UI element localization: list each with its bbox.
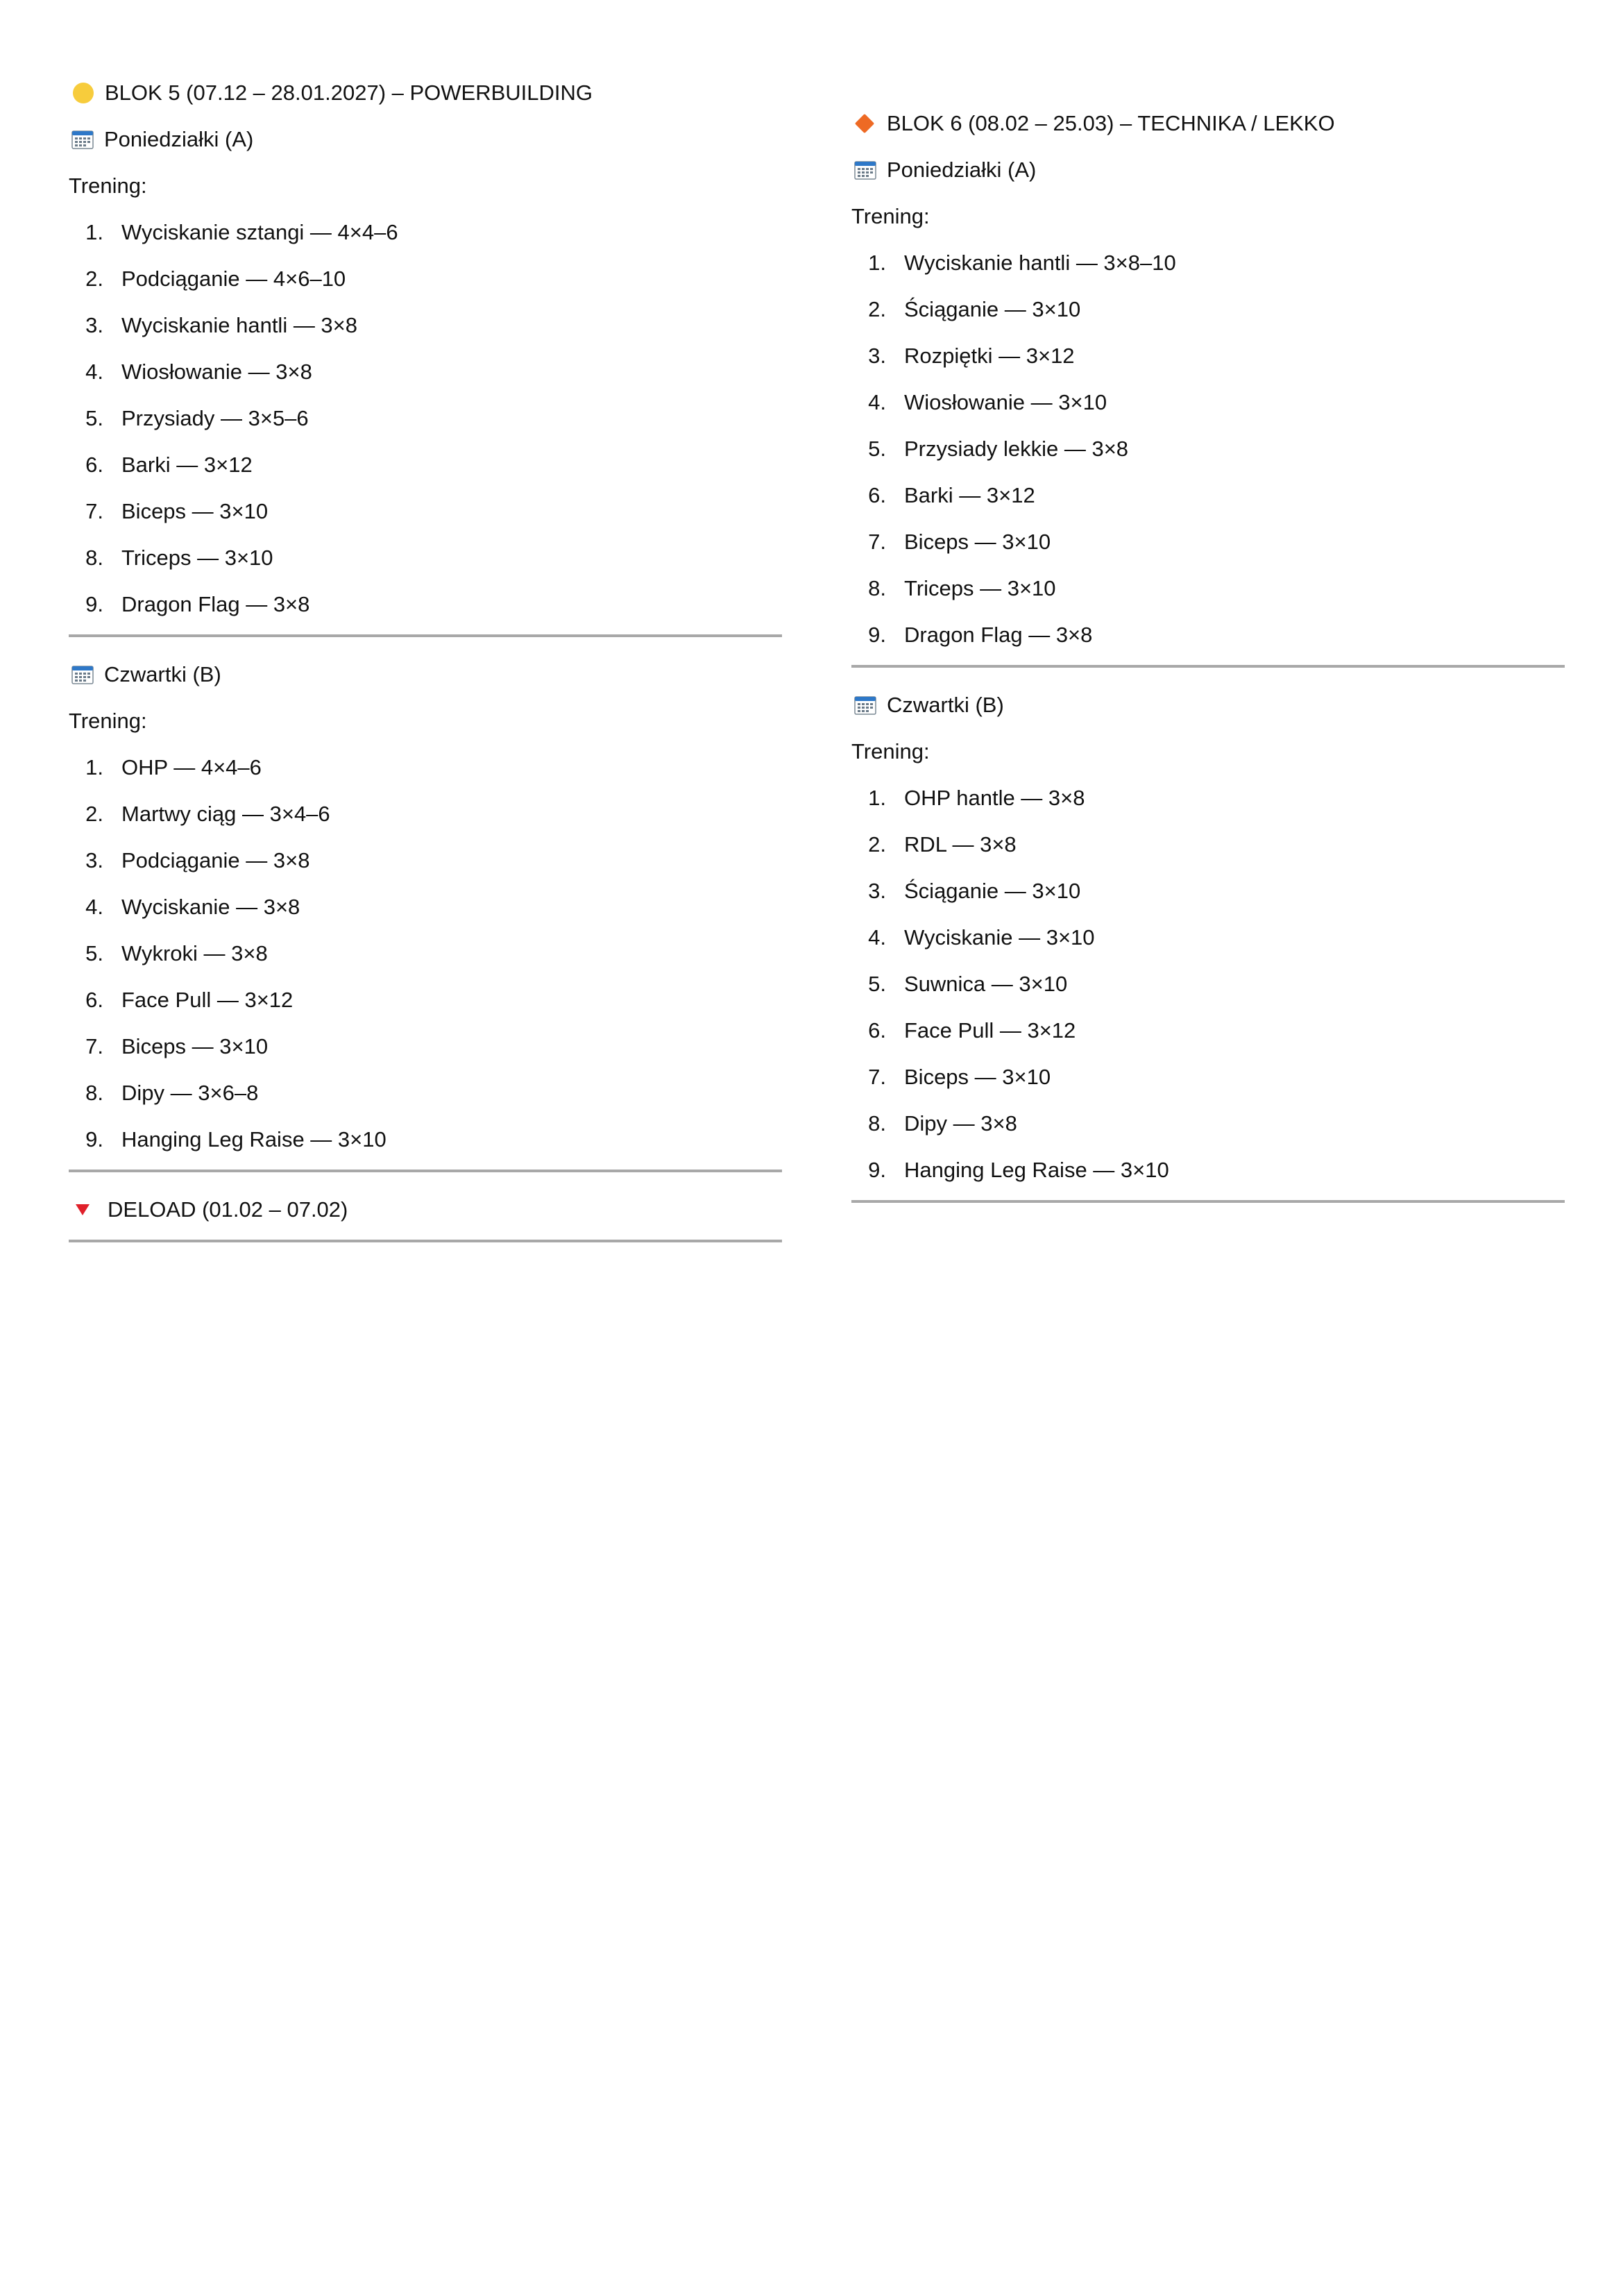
- exercise-text: Wyciskanie — 3×8: [121, 894, 300, 919]
- exercise-number: 2.: [85, 266, 103, 291]
- exercise-number: 8.: [868, 575, 886, 600]
- exercise-item: [69, 930, 782, 977]
- exercise-number: 1.: [868, 250, 886, 275]
- day-header: [69, 651, 782, 698]
- exercise-text: Rozpiętki — 3×12: [904, 343, 1075, 368]
- block-title: BLOK 5 (07.12 – 28.01.2027) – POWERBUILDING: [105, 80, 593, 105]
- exercise-text: Wyciskanie hantli — 3×8: [121, 312, 358, 337]
- exercise-number: 2.: [85, 801, 103, 826]
- exercise-item: [69, 1116, 782, 1163]
- exercise-number: 7.: [85, 1033, 103, 1058]
- exercise-number: 3.: [868, 878, 886, 903]
- exercise-item: [69, 255, 782, 302]
- exercise-number: 9.: [85, 591, 103, 616]
- exercise-item: [851, 1147, 1565, 1193]
- exercise-text: Barki — 3×12: [121, 452, 253, 477]
- exercise-text: Wiosłowanie — 3×8: [121, 359, 312, 384]
- section-divider: [69, 634, 782, 637]
- exercise-item: [851, 868, 1565, 914]
- exercise-text: Dipy — 3×8: [904, 1111, 1017, 1136]
- exercise-item: [69, 1070, 782, 1116]
- exercise-number: 9.: [868, 1157, 886, 1182]
- exercise-text: Podciąganie — 4×6–10: [121, 266, 346, 291]
- exercise-text: OHP — 4×4–6: [121, 754, 262, 779]
- exercise-item: [69, 1023, 782, 1070]
- exercise-number: 7.: [868, 529, 886, 554]
- exercise-number: 5.: [868, 971, 886, 996]
- exercise-text: Triceps — 3×10: [121, 545, 273, 570]
- exercise-item: [851, 425, 1565, 472]
- exercise-list: [69, 209, 782, 627]
- exercise-item: [851, 1007, 1565, 1054]
- exercise-item: [851, 1100, 1565, 1147]
- training-label: Trening:: [69, 173, 147, 198]
- training-label: Trening:: [851, 203, 930, 228]
- section-divider: [69, 1170, 782, 1172]
- exercise-number: 7.: [85, 498, 103, 523]
- exercise-item: [851, 286, 1565, 332]
- exercise-number: 6.: [868, 482, 886, 507]
- exercise-text: Ściąganie — 3×10: [904, 296, 1081, 321]
- exercise-number: 3.: [85, 847, 103, 872]
- exercise-text: Hanging Leg Raise — 3×10: [121, 1126, 386, 1151]
- day-title: Czwartki (B): [104, 661, 221, 686]
- exercise-number: 8.: [868, 1111, 886, 1136]
- training-label: Trening:: [851, 738, 930, 763]
- day-title: Czwartki (B): [887, 692, 1004, 717]
- block-header: [69, 69, 782, 116]
- exercise-text: Wyciskanie — 3×10: [904, 925, 1095, 949]
- exercise-list: [851, 775, 1565, 1193]
- exercise-number: 2.: [868, 832, 886, 856]
- day-title: Poniedziałki (A): [104, 126, 254, 151]
- exercise-number: 8.: [85, 1080, 103, 1105]
- exercise-number: 4.: [868, 389, 886, 414]
- exercise-item: [851, 611, 1565, 658]
- day-header: [69, 116, 782, 162]
- exercise-item: [69, 395, 782, 441]
- exercise-text: Suwnica — 3×10: [904, 971, 1068, 996]
- exercise-text: Hanging Leg Raise — 3×10: [904, 1157, 1169, 1182]
- exercise-item: [69, 837, 782, 884]
- red-triangle-down-icon: [76, 1204, 90, 1215]
- exercise-item: [851, 332, 1565, 379]
- exercise-number: 1.: [868, 785, 886, 810]
- exercise-text: Dipy — 3×6–8: [121, 1080, 259, 1105]
- calendar-icon: [854, 160, 876, 180]
- calendar-icon: [71, 665, 94, 684]
- exercise-text: Biceps — 3×10: [121, 498, 269, 523]
- exercise-number: 6.: [868, 1018, 886, 1043]
- exercise-text: Triceps — 3×10: [904, 575, 1056, 600]
- exercise-number: 6.: [85, 452, 103, 477]
- exercise-text: Wykroki — 3×8: [121, 940, 268, 965]
- exercise-text: Przysiady — 3×5–6: [121, 405, 309, 430]
- exercise-text: Biceps — 3×10: [904, 529, 1051, 554]
- exercise-item: [69, 348, 782, 395]
- exercise-item: [851, 518, 1565, 565]
- exercise-number: 9.: [85, 1126, 103, 1151]
- exercise-text: Wyciskanie hantli — 3×8–10: [904, 250, 1176, 275]
- exercise-number: 9.: [868, 622, 886, 647]
- exercise-text: Face Pull — 3×12: [121, 987, 294, 1012]
- exercise-item: [69, 534, 782, 581]
- exercise-item: [69, 744, 782, 791]
- exercise-text: Barki — 3×12: [904, 482, 1035, 507]
- deload-header: [69, 1186, 782, 1233]
- exercise-text: Podciąganie — 3×8: [121, 847, 310, 872]
- exercise-number: 3.: [85, 312, 103, 337]
- exercise-text: Biceps — 3×10: [121, 1033, 269, 1058]
- exercise-number: 7.: [868, 1064, 886, 1089]
- exercise-item: [851, 961, 1565, 1007]
- exercise-item: [69, 209, 782, 255]
- exercise-item: [851, 914, 1565, 961]
- exercise-text: Wyciskanie sztangi — 4×4–6: [121, 219, 398, 244]
- exercise-number: 6.: [85, 987, 103, 1012]
- block-header: [851, 100, 1565, 146]
- exercise-item: [851, 775, 1565, 821]
- yellow-circle-icon: [73, 83, 94, 103]
- exercise-item: [851, 1054, 1565, 1100]
- deload-title: DELOAD (01.02 – 07.02): [108, 1197, 348, 1222]
- orange-diamond-icon: [855, 113, 874, 133]
- day-title: Poniedziałki (A): [887, 157, 1037, 182]
- exercise-text: Ściąganie — 3×10: [904, 878, 1081, 903]
- calendar-icon: [854, 695, 876, 715]
- exercise-item: [69, 977, 782, 1023]
- exercise-text: Martwy ciąg — 3×4–6: [121, 801, 330, 826]
- exercise-item: [851, 565, 1565, 611]
- exercise-number: 2.: [868, 296, 886, 321]
- exercise-number: 4.: [85, 359, 103, 384]
- exercise-text: Face Pull — 3×12: [904, 1018, 1076, 1043]
- right-column: [851, 100, 1565, 1217]
- section-divider: [851, 665, 1565, 668]
- training-label: Trening:: [69, 708, 147, 733]
- exercise-item: [69, 791, 782, 837]
- section-divider: [851, 1200, 1565, 1203]
- exercise-list: [851, 239, 1565, 658]
- exercise-number: 8.: [85, 545, 103, 570]
- day-header: [851, 146, 1565, 193]
- exercise-number: 5.: [85, 405, 103, 430]
- exercise-text: OHP hantle — 3×8: [904, 785, 1085, 810]
- exercise-text: Dragon Flag — 3×8: [904, 622, 1093, 647]
- exercise-item: [69, 488, 782, 534]
- exercise-number: 1.: [85, 754, 103, 779]
- exercise-text: Biceps — 3×10: [904, 1064, 1051, 1089]
- section-divider: [69, 1240, 782, 1242]
- exercise-number: 5.: [85, 940, 103, 965]
- exercise-number: 5.: [868, 436, 886, 461]
- block-title: BLOK 6 (08.02 – 25.03) – TECHNIKA / LEKKO: [887, 110, 1335, 135]
- exercise-number: 4.: [85, 894, 103, 919]
- exercise-text: RDL — 3×8: [904, 832, 1017, 856]
- exercise-item: [69, 884, 782, 930]
- exercise-number: 1.: [85, 219, 103, 244]
- exercise-item: [69, 441, 782, 488]
- exercise-number: 4.: [868, 925, 886, 949]
- exercise-item: [69, 302, 782, 348]
- exercise-item: [851, 239, 1565, 286]
- day-header: [851, 682, 1565, 728]
- exercise-number: 3.: [868, 343, 886, 368]
- exercise-item: [69, 581, 782, 627]
- left-column: [69, 69, 782, 1256]
- exercise-text: Dragon Flag — 3×8: [121, 591, 310, 616]
- exercise-text: Przysiady lekkie — 3×8: [904, 436, 1129, 461]
- exercise-text: Wiosłowanie — 3×10: [904, 389, 1107, 414]
- calendar-icon: [71, 130, 94, 149]
- exercise-item: [851, 472, 1565, 518]
- exercise-list: [69, 744, 782, 1163]
- exercise-item: [851, 379, 1565, 425]
- exercise-item: [851, 821, 1565, 868]
